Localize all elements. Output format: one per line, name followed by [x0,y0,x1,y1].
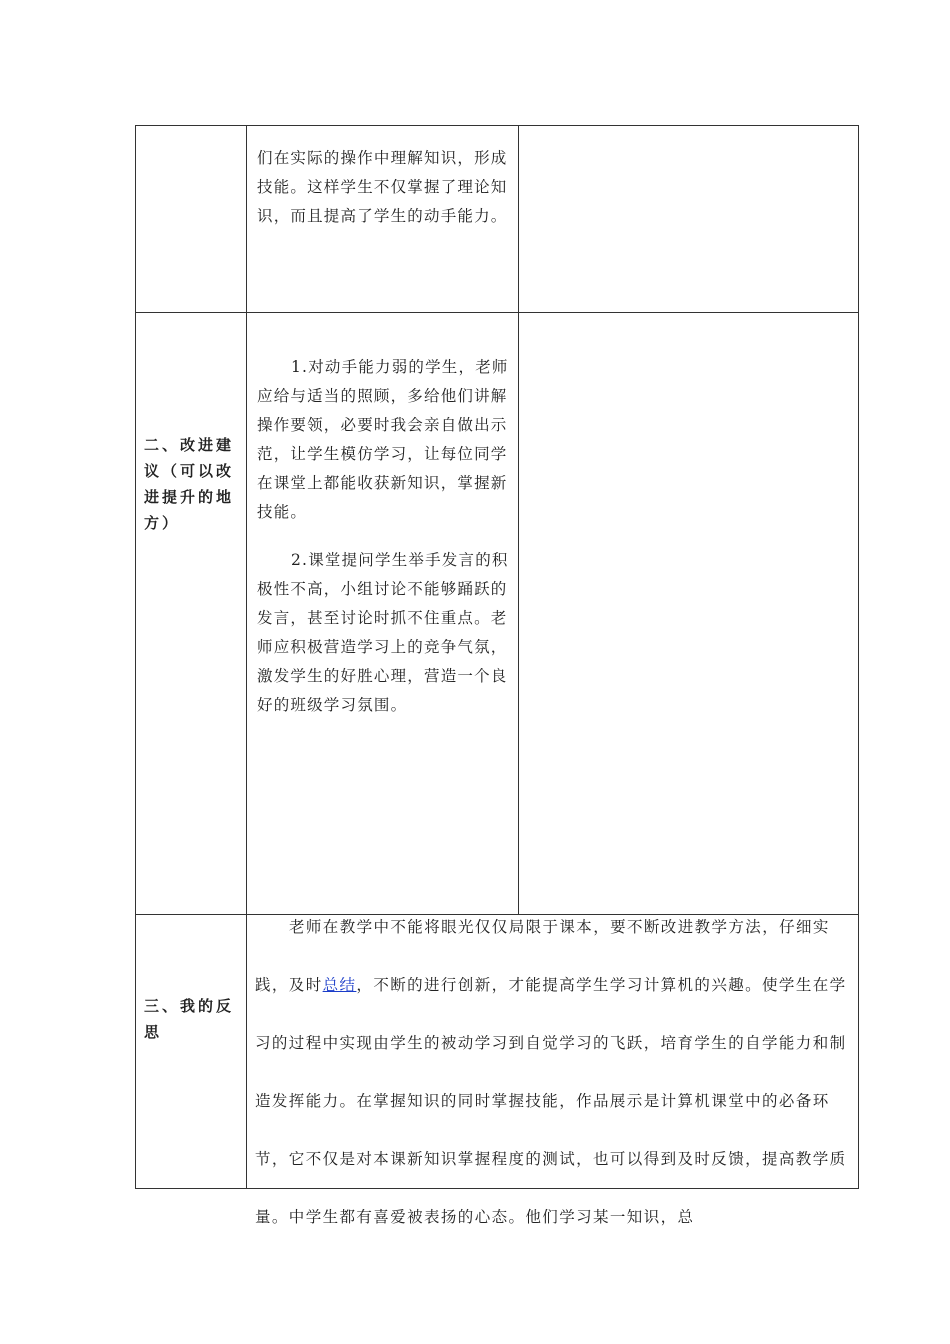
reflection-text-start: 老师在教学中不能将眼光仅仅局限于课本，要不断改进教学方法，仔细实践，及时 [255,918,830,994]
row2-paragraph-2: 2.课堂提问学生举手发言的积极性不高，小组讨论不能够踊跃的发言，甚至讨论时抓不住重点。老师应积极营造学习上的竞争气氛，激发学生的好胜心理，营造一个良好的班级学习氛围。 [257,551,509,714]
row2-paragraph-1: 1.对动手能力弱的学生，老师应给与适当的照顾，多给他们讲解操作要领，必要时我会亲自做出示范，让学生模仿学习，让每位同学在课堂上都能收获新知识，掌握新技能。 [257,358,509,521]
row2-label: 二、改进建议（可以改进提升的地方） [144,436,235,532]
column-divider-1 [246,126,247,1188]
summary-link[interactable]: 总结 [322,976,357,994]
evaluation-table [135,125,859,1226]
row1-content: 们在实际的操作中理解知识，形成技能。这样学生不仅掌握了理论知识，而且提高了学生的动手能力。 [257,149,508,225]
column-divider-2 [518,126,519,914]
row3-reflection-text [255,898,851,1246]
row-divider-1 [136,312,858,313]
reflection-text-end: ，不断的进行创新，才能提高学生学习计算机的兴趣。使学生在学习的过程中实现由学生的被动学习到自觉学习的飞跃，培育学生的自学能力和制造发挥能力。在掌握知识的同时掌握技能，作品展示是计算机课堂中的必备环节，它不仅是对本课新知识掌握程度的测试，也可以得到及时反馈，提高教学质量。中学生都有喜爱被表扬的心态。他们学习某一知识，总 [255,976,847,1226]
row3-label: 三、我的反思 [144,997,235,1041]
